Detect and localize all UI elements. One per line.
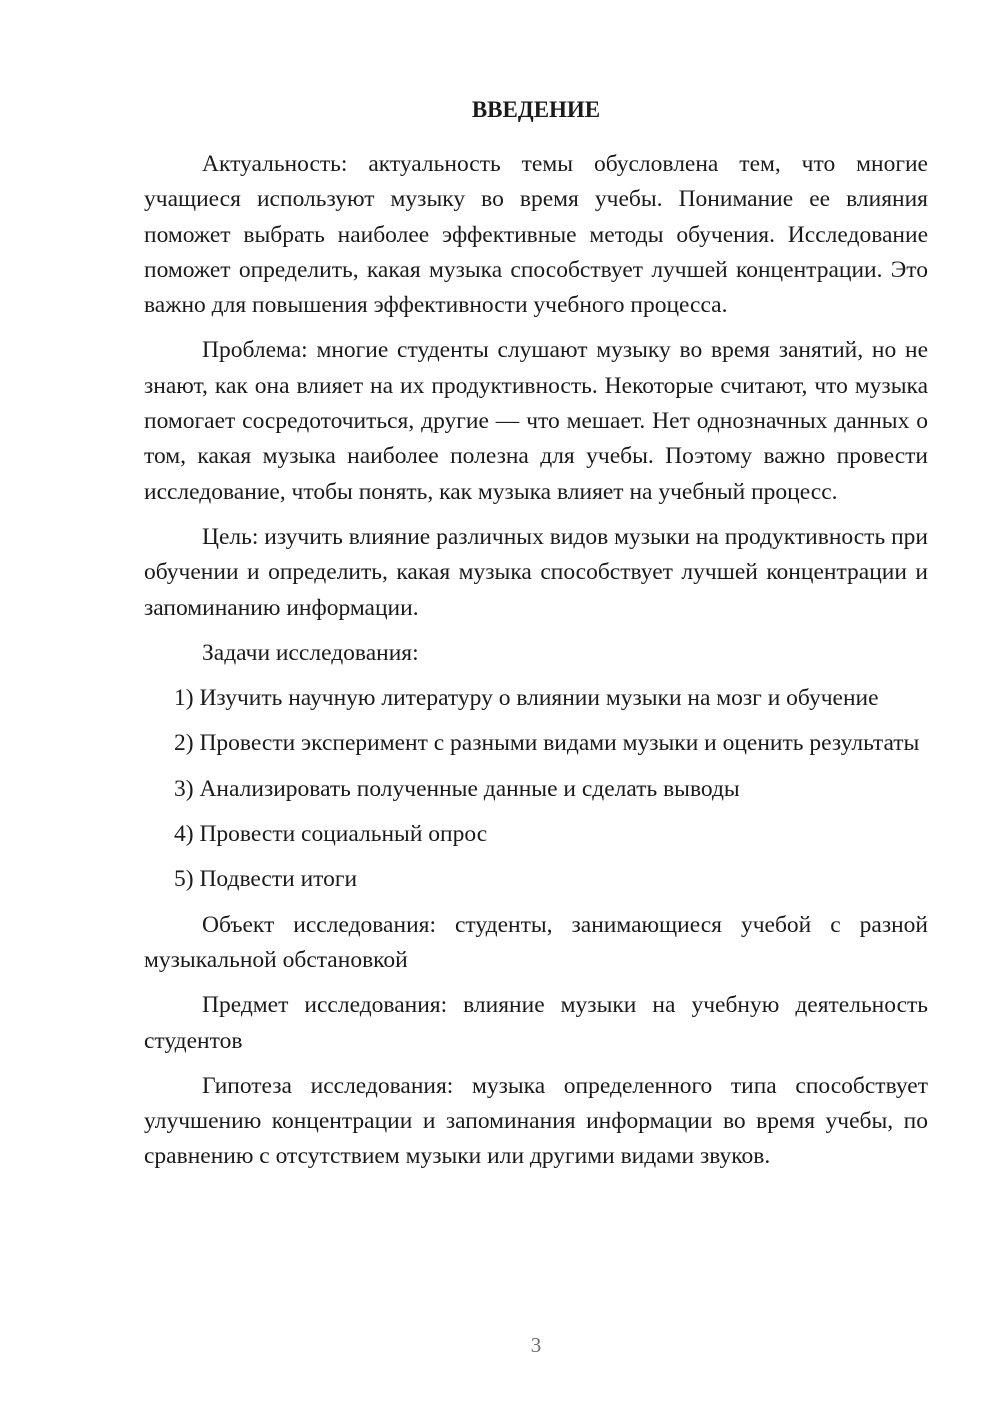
hypothesis-paragraph: Гипотеза исследования: музыка определенного типа способствует улучшению концентрации и запоминания информации во время учебы, по сравнению с отсутствием музыки или другими видами звуков. — [144, 1072, 928, 1170]
task-item: 2) Провести эксперимент с разными видами музыки и оценить результаты — [174, 730, 920, 757]
task-item: 5) Подвести итоги — [174, 866, 358, 893]
page-title: ВВЕДЕНИЕ — [471, 97, 601, 122]
problem-paragraph: Проблема: многие студенты слушают музыку во время занятий, но не знают, как она влияет на их продуктивность. Некоторые считают, что музыка помогает сосредоточиться, другие — что мешает. Нет однозначных данных о том, какая музыка наиболее полезна для учебы. Поэтому важно провести исследование, чтобы понять, как музыка влияет на учебный процесс. — [144, 337, 928, 505]
tasks-heading: Задачи исследования: — [202, 639, 419, 666]
subject-paragraph: Предмет исследования: влияние музыки на учебную деятельность студентов — [144, 992, 928, 1054]
object-paragraph: Объект исследования: студенты, занимающиеся учебой с разной музыкальной обстановкой — [144, 911, 928, 973]
task-item: 3) Анализировать полученные данные и сделать выводы — [174, 775, 740, 802]
relevance-paragraph: Актуальность: актуальность темы обусловлена тем, что многие учащиеся используют музыку во время учебы. Понимание ее влияния поможет выбрать наиболее эффективные методы обучения. Исследование поможет определить, какая музыка способствует лучшей концентрации. Это важно для повышения эффективности учебного процесса. — [144, 151, 928, 319]
page-number: 3 — [530, 1333, 542, 1357]
page-content — [144, 92, 928, 1185]
task-item: 1) Изучить научную литературу о влиянии музыки на мозг и обучение — [174, 685, 879, 712]
goal-paragraph: Цель: изучить влияние различных видов музыки на продуктивность при обучении и определить, какая музыка способствует лучшей концентрации и запоминанию информации. — [144, 523, 928, 621]
task-item: 4) Провести социальный опрос — [174, 821, 488, 848]
